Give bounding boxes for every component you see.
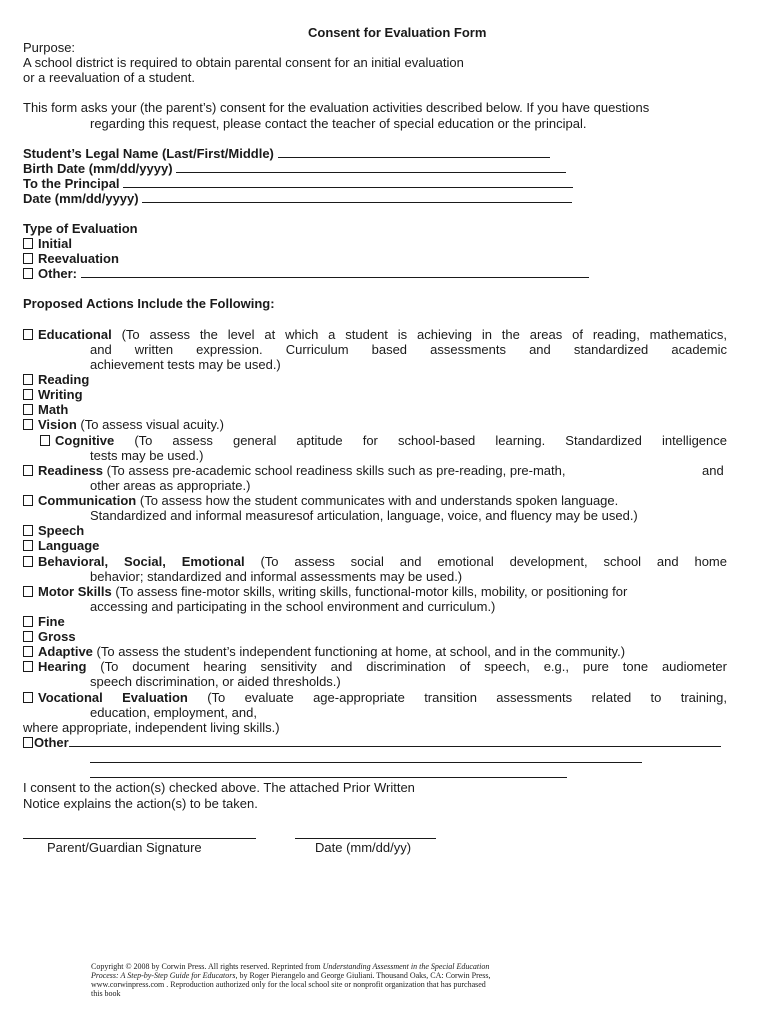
- behavioral-desc-2: behavior; standardized and informal assessments may be used.): [90, 569, 463, 584]
- cognitive-label: Cognitive: [55, 433, 115, 448]
- type-of-evaluation-heading: Type of Evaluation: [23, 221, 138, 236]
- vocational-desc-1: (To evaluate age-appropriate transition assessments related to training,: [207, 690, 727, 705]
- reevaluation-label: Reevaluation: [38, 251, 119, 266]
- signature-date-label: Date (mm/dd/yy): [315, 840, 412, 855]
- purpose-label: Purpose:: [23, 40, 76, 55]
- math-checkbox[interactable]: [23, 404, 33, 415]
- educational-option[interactable]: [23, 327, 727, 342]
- motor-skills-label: Motor Skills: [38, 584, 112, 599]
- readiness-label: Readiness: [38, 463, 104, 478]
- vision-label: Vision: [38, 417, 77, 432]
- math-option[interactable]: [23, 402, 68, 417]
- behavioral-label: Behavioral, Social, Emotional: [38, 554, 245, 569]
- communication-desc-1: (To assess how the student communicates with and understands spoken language.: [139, 493, 619, 508]
- other-actions-checkbox[interactable]: [23, 737, 33, 748]
- language-checkbox[interactable]: [23, 540, 33, 551]
- other-type-option[interactable]: [23, 266, 589, 281]
- behavioral-option[interactable]: [23, 554, 727, 569]
- math-label: Math: [38, 402, 69, 417]
- behavioral-desc-1: (To assess social and emotional development, school and home: [260, 554, 727, 569]
- copyright-book-title: Understanding Assessment in the Special Education Process: A Step-by-Step Guide for Educators,: [91, 962, 490, 980]
- educational-desc-1: (To assess the level at which a student is achieving in the areas of reading, mathematics,: [121, 327, 727, 342]
- birth-date-label: Birth Date (mm/dd/yyyy): [23, 161, 173, 176]
- writing-checkbox[interactable]: [23, 389, 33, 400]
- other-actions-row-2: [90, 751, 642, 766]
- readiness-checkbox[interactable]: [23, 465, 33, 476]
- speech-checkbox[interactable]: [23, 525, 33, 536]
- writing-option[interactable]: [23, 387, 83, 402]
- other-actions-input-2[interactable]: [90, 751, 642, 763]
- communication-checkbox[interactable]: [23, 495, 33, 506]
- purpose-text-2: or a reevaluation of a student.: [23, 70, 196, 85]
- gross-label: Gross: [38, 629, 76, 644]
- readiness-desc-1: (To assess pre-academic school readiness skills such as pre-reading, pre-math,: [106, 463, 566, 478]
- principal-field: [23, 176, 573, 191]
- other-actions-option[interactable]: [23, 735, 721, 750]
- student-name-input[interactable]: [278, 146, 550, 158]
- communication-option[interactable]: [23, 493, 618, 508]
- other-type-input[interactable]: [81, 266, 589, 278]
- other-actions-label: Other: [34, 735, 69, 750]
- reading-label: Reading: [38, 372, 90, 387]
- speech-option[interactable]: [23, 523, 84, 538]
- birth-date-field: [23, 161, 566, 176]
- speech-label: Speech: [38, 523, 85, 538]
- vocational-option[interactable]: [23, 690, 727, 705]
- other-type-label: Other:: [38, 266, 77, 281]
- signature-date-input[interactable]: [295, 827, 436, 839]
- principal-label: To the Principal: [23, 176, 120, 191]
- readiness-option[interactable]: [23, 463, 565, 478]
- fine-label: Fine: [38, 614, 65, 629]
- adaptive-option[interactable]: [23, 644, 625, 659]
- adaptive-desc: (To assess the student’s independent functioning at home, at school, and in the community.): [96, 644, 626, 659]
- principal-input[interactable]: [123, 176, 573, 188]
- proposed-actions-heading: Proposed Actions Include the Following:: [23, 296, 275, 311]
- hearing-desc-2: speech discrimination, or aided thresholds.): [90, 674, 341, 689]
- vision-option[interactable]: [23, 417, 224, 432]
- fine-option[interactable]: [23, 614, 65, 629]
- date-field: [23, 191, 572, 206]
- communication-label: Communication: [38, 493, 137, 508]
- cognitive-desc-1: (To assess general aptitude for school-based learning. Standardized intelligence: [134, 433, 727, 448]
- educational-checkbox[interactable]: [23, 329, 33, 340]
- copyright-footer: [91, 962, 491, 998]
- copyright-authors: by Roger Pierangelo and George Giuliani. Thousand Oaks, CA: Corwin Press, www.corwinpress.com . Reproduction authorized only for the local school site or nonprofit organization that has purchased this book: [91, 971, 491, 998]
- purpose-text-1: A school district is required to obtain parental consent for an initial evaluation: [23, 55, 464, 70]
- motor-skills-checkbox[interactable]: [23, 586, 33, 597]
- vision-checkbox[interactable]: [23, 419, 33, 430]
- adaptive-label: Adaptive: [38, 644, 93, 659]
- hearing-label: Hearing: [38, 659, 87, 674]
- parent-signature-input[interactable]: [23, 827, 256, 839]
- motor-skills-desc-1: (To assess fine-motor skills, writing skills, functional-motor kills, mobility, or positioning for: [115, 584, 628, 599]
- vocational-desc-3: where appropriate, independent living skills.): [23, 720, 280, 735]
- language-option[interactable]: [23, 538, 99, 553]
- readiness-desc-and: and: [702, 463, 724, 478]
- cognitive-checkbox[interactable]: [40, 435, 50, 446]
- language-label: Language: [38, 538, 100, 553]
- gross-option[interactable]: [23, 629, 76, 644]
- educational-desc-3: achievement tests may be used.): [90, 357, 281, 372]
- reevaluation-option[interactable]: [23, 251, 119, 266]
- hearing-desc-1: (To document hearing sensitivity and discrimination of speech, e.g., pure tone audiometer: [100, 659, 727, 674]
- consent-text-1: I consent to the action(s) checked above. The attached Prior Written: [23, 780, 415, 795]
- cognitive-option[interactable]: [40, 433, 727, 448]
- cognitive-desc-2: tests may be used.): [90, 448, 204, 463]
- reading-checkbox[interactable]: [23, 374, 33, 385]
- vision-desc: (To assess visual acuity.): [80, 417, 224, 432]
- intro-text-2: regarding this request, please contact the teacher of special education or the principal.: [90, 116, 587, 131]
- initial-option[interactable]: [23, 236, 72, 251]
- birth-date-input[interactable]: [176, 161, 566, 173]
- parent-signature-label: Parent/Guardian Signature: [47, 840, 202, 855]
- educational-label: Educational: [38, 327, 112, 342]
- initial-checkbox[interactable]: [23, 238, 33, 249]
- hearing-checkbox[interactable]: [23, 661, 33, 672]
- intro-text-1: This form asks your (the parent’s) consent for the evaluation activities described below. If you have questions: [23, 100, 650, 115]
- consent-text-2: Notice explains the action(s) to be taken.: [23, 796, 258, 811]
- writing-label: Writing: [38, 387, 83, 402]
- gross-checkbox[interactable]: [23, 631, 33, 642]
- adaptive-checkbox[interactable]: [23, 646, 33, 657]
- reevaluation-checkbox[interactable]: [23, 253, 33, 264]
- date-input[interactable]: [142, 191, 572, 203]
- behavioral-checkbox[interactable]: [23, 556, 33, 567]
- vocational-checkbox[interactable]: [23, 692, 33, 703]
- copyright-prefix: Copyright © 2008 by Corwin Press. All rights reserved. Reprinted from: [91, 962, 321, 971]
- student-name-label: Student’s Legal Name (Last/First/Middle): [23, 146, 274, 161]
- hearing-option[interactable]: [23, 659, 727, 674]
- other-actions-input-1[interactable]: [69, 735, 721, 747]
- motor-skills-option[interactable]: [23, 584, 627, 599]
- vocational-desc-2: education, employment, and,: [90, 705, 257, 720]
- communication-desc-2: Standardized and informal measuresof articulation, language, voice, and fluency may be used.): [90, 508, 638, 523]
- vocational-label: Vocational Evaluation: [38, 690, 188, 705]
- reading-option[interactable]: [23, 372, 89, 387]
- other-actions-input-3[interactable]: [90, 766, 567, 778]
- educational-desc-2: and written expression. Curriculum based assessments and standardized academic: [90, 342, 727, 357]
- initial-label: Initial: [38, 236, 72, 251]
- fine-checkbox[interactable]: [23, 616, 33, 627]
- other-type-checkbox[interactable]: [23, 268, 33, 279]
- form-title: Consent for Evaluation Form: [308, 25, 487, 40]
- other-actions-row-3: [90, 766, 567, 781]
- motor-skills-desc-2: accessing and participating in the school environment and curriculum.): [90, 599, 496, 614]
- date-label: Date (mm/dd/yyyy): [23, 191, 139, 206]
- readiness-desc-2: other areas as appropriate.): [90, 478, 251, 493]
- student-name-field: [23, 146, 550, 161]
